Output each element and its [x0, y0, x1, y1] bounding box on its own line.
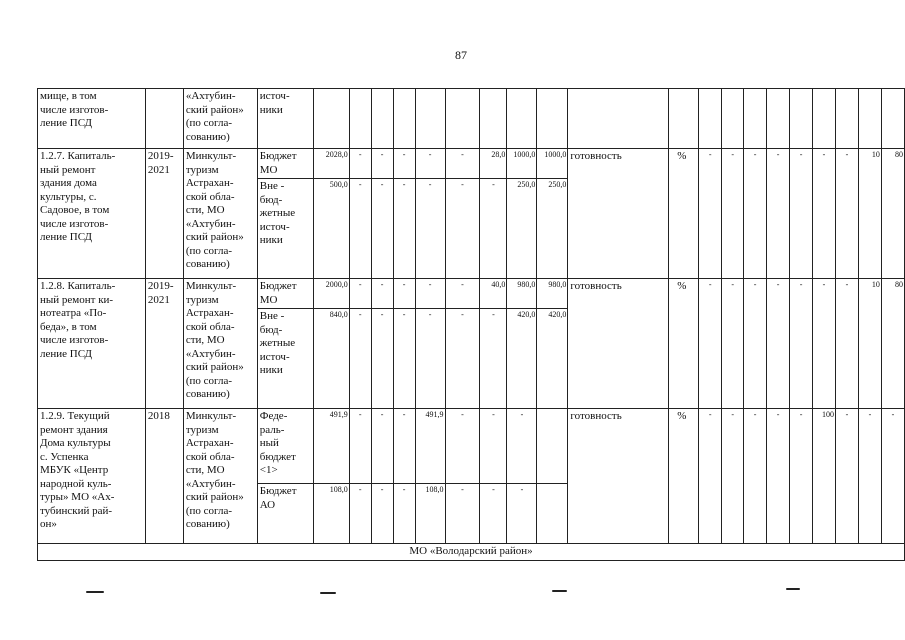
unit-cell: % — [669, 279, 699, 409]
value-cell: - — [445, 279, 480, 309]
scan-mark — [320, 592, 336, 594]
value-cell: - — [349, 179, 371, 279]
target-cell — [881, 89, 904, 149]
value-cell — [507, 89, 537, 149]
source-cell: Вне - бюд- жетные источ- ники — [257, 179, 313, 279]
value-cell: - — [415, 179, 445, 279]
activity-cell: мище, в том числе изготов- ление ПСД — [38, 89, 146, 149]
target-cell: - — [767, 409, 790, 544]
value-cell — [537, 89, 568, 149]
unit-cell: % — [669, 149, 699, 279]
value-cell — [371, 89, 393, 149]
value-cell: - — [445, 484, 480, 544]
value-cell — [349, 89, 371, 149]
value-cell: - — [371, 484, 393, 544]
value-cell: - — [371, 149, 393, 179]
source-cell: Бюджет МО — [257, 149, 313, 179]
value-cell: - — [480, 179, 507, 279]
target-cell: - — [722, 279, 744, 409]
value-cell: 2000,0 — [313, 279, 349, 309]
value-cell: - — [349, 279, 371, 309]
scan-mark — [86, 591, 104, 593]
target-cell: - — [858, 409, 881, 544]
value-cell: 491,9 — [313, 409, 349, 484]
target-cell — [813, 89, 836, 149]
target-cell: - — [813, 279, 836, 409]
value-cell: 250,0 — [507, 179, 537, 279]
value-cell: - — [349, 484, 371, 544]
executor-cell: Минкульт- туризм Астрахан- ской обла- сти, МО «Ахтубин- ский район» (по согла- сованию) — [183, 149, 257, 279]
source-cell: Бюджет МО — [257, 279, 313, 309]
target-cell: - — [699, 149, 722, 279]
table-row — [38, 279, 905, 309]
value-cell: 28,0 — [480, 149, 507, 179]
value-cell: - — [415, 279, 445, 309]
value-cell: 491,9 — [415, 409, 445, 484]
region-row — [38, 544, 905, 561]
target-cell: - — [699, 279, 722, 409]
indicator-cell: готовность — [568, 149, 669, 279]
target-cell — [744, 89, 767, 149]
value-cell: - — [349, 409, 371, 484]
value-cell: - — [393, 179, 415, 279]
value-cell — [313, 89, 349, 149]
indicator-cell — [568, 89, 669, 149]
target-cell: - — [881, 409, 904, 544]
value-cell: - — [480, 409, 507, 484]
value-cell: - — [371, 409, 393, 484]
value-cell — [537, 409, 568, 484]
value-cell: 980,0 — [507, 279, 537, 309]
source-cell: Феде- раль- ный бюджет <1> — [257, 409, 313, 484]
value-cell: 1000,0 — [507, 149, 537, 179]
value-cell: - — [415, 309, 445, 409]
value-cell: - — [507, 409, 537, 484]
value-cell: - — [415, 149, 445, 179]
years-cell: 2018 — [145, 409, 183, 544]
value-cell: 1000,0 — [537, 149, 568, 179]
value-cell: - — [371, 309, 393, 409]
source-cell: Бюджет АО — [257, 484, 313, 544]
indicator-cell: готовность — [568, 409, 669, 544]
value-cell: 108,0 — [313, 484, 349, 544]
executor-cell: «Ахтубин- ский район» (по согла- сованию) — [183, 89, 257, 149]
value-cell — [415, 89, 445, 149]
target-cell: - — [790, 279, 813, 409]
target-cell: - — [767, 279, 790, 409]
value-cell: 980,0 — [537, 279, 568, 309]
activity-cell: 1.2.8. Капиталь- ный ремонт ки- нотеатра «По- беда», в том числе изготов- ление ПСД — [38, 279, 146, 409]
unit-cell: % — [669, 409, 699, 544]
target-cell: - — [790, 149, 813, 279]
value-cell: - — [445, 179, 480, 279]
region-title: МО «Володарский район» — [38, 544, 905, 561]
value-cell — [445, 89, 480, 149]
target-cell: - — [835, 149, 858, 279]
value-cell: - — [371, 179, 393, 279]
value-cell: - — [393, 149, 415, 179]
value-cell: 420,0 — [507, 309, 537, 409]
continuation-row — [38, 89, 905, 149]
value-cell — [480, 89, 507, 149]
target-cell: - — [744, 149, 767, 279]
value-cell: - — [445, 149, 480, 179]
executor-cell: Минкульт- туризм Астрахан- ской обла- сти, МО «Ахтубин- ский район» (по согла- сованию) — [183, 279, 257, 409]
target-cell: - — [744, 409, 767, 544]
value-cell: 2028,0 — [313, 149, 349, 179]
unit-cell — [669, 89, 699, 149]
executor-cell: Минкульт- туризм Астрахан- ской обла- сти, МО «Ахтубин- ский район» (по согла- сованию) — [183, 409, 257, 544]
target-cell — [699, 89, 722, 149]
value-cell: 500,0 — [313, 179, 349, 279]
target-cell: 80 — [881, 149, 904, 279]
target-cell — [790, 89, 813, 149]
years-cell: 2019- 2021 — [145, 279, 183, 409]
target-cell: - — [722, 409, 744, 544]
program-table — [37, 88, 905, 561]
source-cell: источ- ники — [257, 89, 313, 149]
target-cell: - — [813, 149, 836, 279]
target-cell — [858, 89, 881, 149]
target-cell: - — [767, 149, 790, 279]
value-cell: - — [371, 279, 393, 309]
value-cell: - — [393, 279, 415, 309]
target-cell — [835, 89, 858, 149]
value-cell: - — [349, 309, 371, 409]
value-cell: 108,0 — [415, 484, 445, 544]
value-cell — [393, 89, 415, 149]
target-cell: - — [790, 409, 813, 544]
value-cell — [537, 484, 568, 544]
target-cell — [767, 89, 790, 149]
value-cell: 250,0 — [537, 179, 568, 279]
scan-mark — [786, 588, 800, 590]
target-cell: 10 — [858, 279, 881, 409]
table-row — [38, 409, 905, 484]
target-cell: 10 — [858, 149, 881, 279]
target-cell: - — [722, 149, 744, 279]
source-cell: Вне - бюд- жетные источ- ники — [257, 309, 313, 409]
target-cell: - — [699, 409, 722, 544]
value-cell: - — [445, 409, 480, 484]
page-number: 87 — [455, 48, 467, 62]
value-cell: 840,0 — [313, 309, 349, 409]
indicator-cell: готовность — [568, 279, 669, 409]
value-cell: - — [393, 484, 415, 544]
value-cell: - — [445, 309, 480, 409]
value-cell: - — [349, 149, 371, 179]
value-cell: - — [393, 409, 415, 484]
activity-cell: 1.2.7. Капиталь- ный ремонт здания дома культуры, с. Садовое, в том числе изготов- ление ПСД — [38, 149, 146, 279]
value-cell: 40,0 — [480, 279, 507, 309]
value-cell: - — [480, 484, 507, 544]
years-cell: 2019- 2021 — [145, 149, 183, 279]
target-cell — [722, 89, 744, 149]
value-cell: 420,0 — [537, 309, 568, 409]
target-cell: - — [744, 279, 767, 409]
activity-cell: 1.2.9. Текущий ремонт здания Дома культуры с. Успенка МБУК «Центр народной куль- туры» МО «Ах- тубинский рай- он» — [38, 409, 146, 544]
value-cell: - — [507, 484, 537, 544]
target-cell: - — [835, 409, 858, 544]
table-row — [38, 149, 905, 179]
scan-mark — [552, 590, 567, 592]
target-cell: 100 — [813, 409, 836, 544]
value-cell: - — [393, 309, 415, 409]
target-cell: - — [835, 279, 858, 409]
value-cell: - — [480, 309, 507, 409]
target-cell: 80 — [881, 279, 904, 409]
years-cell — [145, 89, 183, 149]
